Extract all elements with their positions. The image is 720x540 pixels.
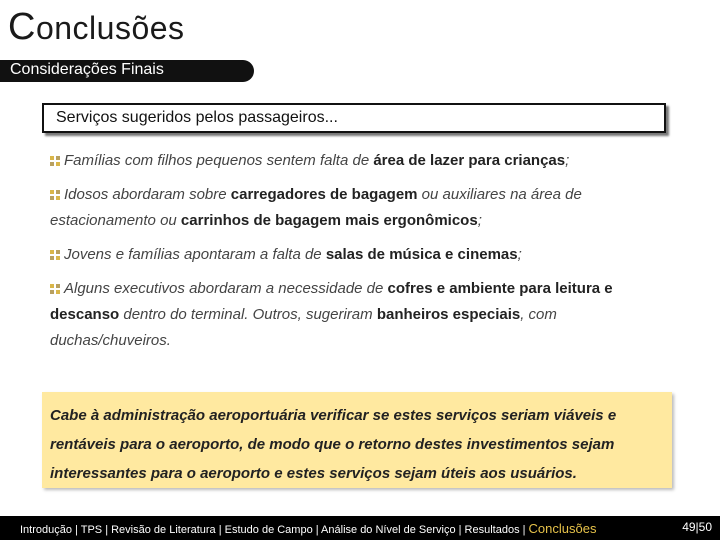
bullet-item bbox=[50, 148, 670, 174]
bullet-emphasis: cofres e ambiente para leitura e descanso bbox=[50, 280, 613, 323]
bullet-text: Jovens e famílias apontaram a falta de bbox=[64, 246, 326, 263]
footer-nav-active: Conclusões bbox=[528, 521, 597, 536]
bullet-text: Famílias com filhos pequenos sentem falta de bbox=[64, 152, 374, 169]
section-heading-box bbox=[42, 103, 666, 133]
subtitle: Considerações Finais bbox=[10, 61, 164, 78]
bullet-square-icon bbox=[50, 156, 60, 166]
bullet-text: Alguns executivos abordaram a necessidade de bbox=[64, 280, 388, 297]
title-rest: onclusões bbox=[35, 10, 185, 46]
bullet-square-icon bbox=[50, 190, 60, 200]
bullet-list bbox=[50, 148, 670, 362]
section-heading: Serviços sugeridos pelos passageiros... bbox=[56, 109, 338, 126]
bullet-text: ou auxiliares na área de estacionamento ou bbox=[50, 186, 582, 229]
bullet-item bbox=[50, 242, 670, 268]
bullet-emphasis: carregadores de bagagem bbox=[230, 186, 418, 203]
bullet-square-icon bbox=[50, 284, 60, 294]
bullet-item bbox=[50, 276, 670, 354]
bullet-square-icon bbox=[50, 250, 60, 260]
bullet-item bbox=[50, 182, 670, 234]
bullet-text: ; bbox=[477, 212, 482, 229]
bullet-text: ; bbox=[517, 246, 522, 263]
page-title bbox=[8, 6, 185, 49]
footer-bar bbox=[0, 516, 720, 540]
bullet-text: , com duchas/chuveiros. bbox=[50, 306, 557, 349]
bullet-text: ; bbox=[565, 152, 570, 169]
bullet-emphasis: carrinhos de bagagem mais ergonômicos bbox=[180, 212, 478, 229]
conclusion-callout bbox=[42, 392, 672, 488]
bullet-emphasis: banheiros especiais bbox=[376, 306, 521, 323]
subtitle-bar bbox=[0, 60, 254, 82]
footer-nav-sections: Introdução | TPS | Revisão de Literatura | Estudo de Campo | Análise do Nível de Serviço | Resultados | bbox=[20, 524, 529, 536]
page-number: 49|50 bbox=[682, 520, 712, 534]
footer-navigation bbox=[20, 521, 596, 536]
conclusion-text: Cabe à administração aeroportuária verificar se estes serviços seriam viáveis e rentáveis para o aeroporto, de modo que o retorno destes investimentos sejam interessantes para o aeroporto e estes serviços sejam úteis aos usuários. bbox=[50, 407, 617, 482]
bullet-text: dentro do terminal. Outros, sugeriram bbox=[119, 306, 377, 323]
bullet-text: Idosos abordaram sobre bbox=[64, 186, 231, 203]
bullet-emphasis: salas de música e cinemas bbox=[325, 246, 518, 263]
bullet-emphasis: área de lazer para crianças bbox=[373, 152, 566, 169]
title-initial: C bbox=[8, 6, 36, 48]
